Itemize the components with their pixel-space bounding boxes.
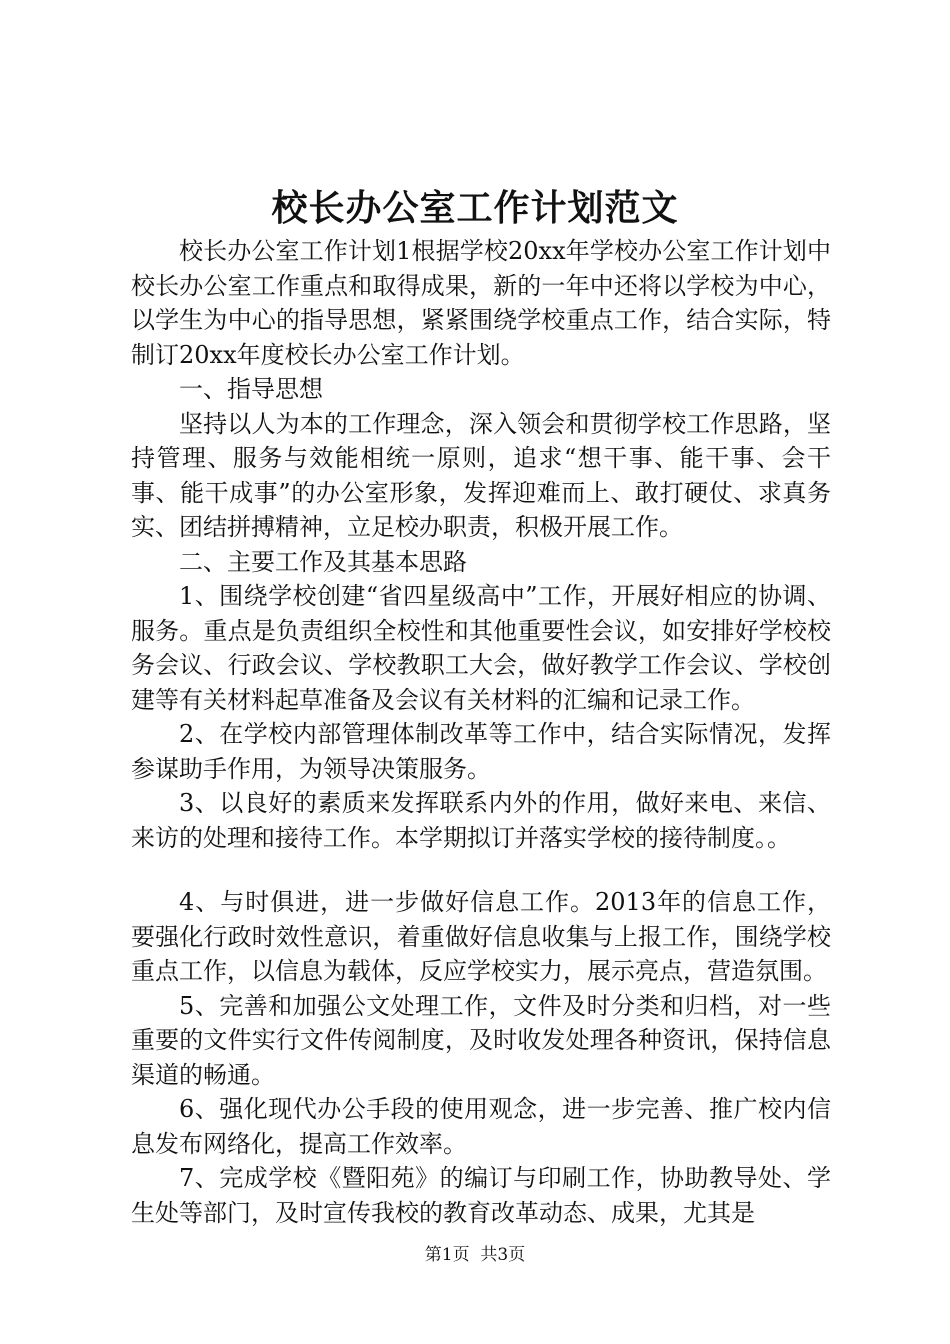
document-title: 校长办公室工作计划范文	[271, 187, 679, 229]
section-heading-guiding-ideas: 一、指导思想	[179, 375, 323, 403]
work-item-3: 3、以良好的素质来发挥联系内外的作用，做好来电、来信、来访的处理和接待工作。本学期拟订并落实学校的接待制度。。	[131, 789, 831, 852]
intro-paragraph: 校长办公室工作计划1根据学校20xx年学校办公室工作计划中校长办公室工作重点和取得成果，新的一年中还将以学校为中心，以学生为中心的指导思想，紧紧围绕学校重点工作，结合实际，特制订20xx年度校长办公室工作计划。	[131, 237, 831, 369]
document-body	[131, 234, 831, 1230]
page-total: 共3页	[480, 1245, 526, 1265]
work-item-7: 7、完成学校《暨阳苑》的编订与印刷工作，协助教导处、学生处等部门，及时宣传我校的教育改革动态、成果，尤其是	[131, 1164, 831, 1227]
guiding-ideas-paragraph: 坚持以人为本的工作理念，深入领会和贯彻学校工作思路，坚持管理、服务与效能相统一原则，追求“想干事、能干事、会干事、能干成事”的办公室形象，发挥迎难而上、敢打硬仗、求真务实、团结拼搏精神，立足校办职责，积极开展工作。	[131, 409, 831, 541]
page-footer	[0, 1244, 950, 1266]
work-item-4: 4、与时俱进，进一步做好信息工作。2013年的信息工作，要强化行政时效性意识，着重做好信息收集与上报工作，围绕学校重点工作，以信息为载体，反应学校实力，展示亮点，营造氛围。	[131, 888, 831, 985]
work-item-1: 1、围绕学校创建“省四星级高中”工作，开展好相应的协调、服务。重点是负责组织全校性和其他重要性会议，如安排好学校校务会议、行政会议、学校教职工大会，做好教学工作会议、学校创建等有关材料起草准备及会议有关材料的汇编和记录工作。	[131, 582, 831, 714]
page-number: 第1页	[424, 1245, 470, 1265]
work-item-2: 2、在学校内部管理体制改革等工作中，结合实际情况，发挥参谋助手作用，为领导决策服务。	[131, 720, 831, 783]
paragraph-gap	[131, 855, 831, 885]
section-heading-main-work: 二、主要工作及其基本思路	[179, 547, 467, 576]
work-item-5: 5、完善和加强公文处理工作，文件及时分类和归档，对一些重要的文件实行文件传阅制度，及时收发处理各种资讯，保持信息渠道的畅通。	[131, 991, 831, 1089]
work-item-6: 6、强化现代办公手段的使用观念，进一步完善、推广校内信息发布网络化，提高工作效率。	[131, 1095, 831, 1158]
